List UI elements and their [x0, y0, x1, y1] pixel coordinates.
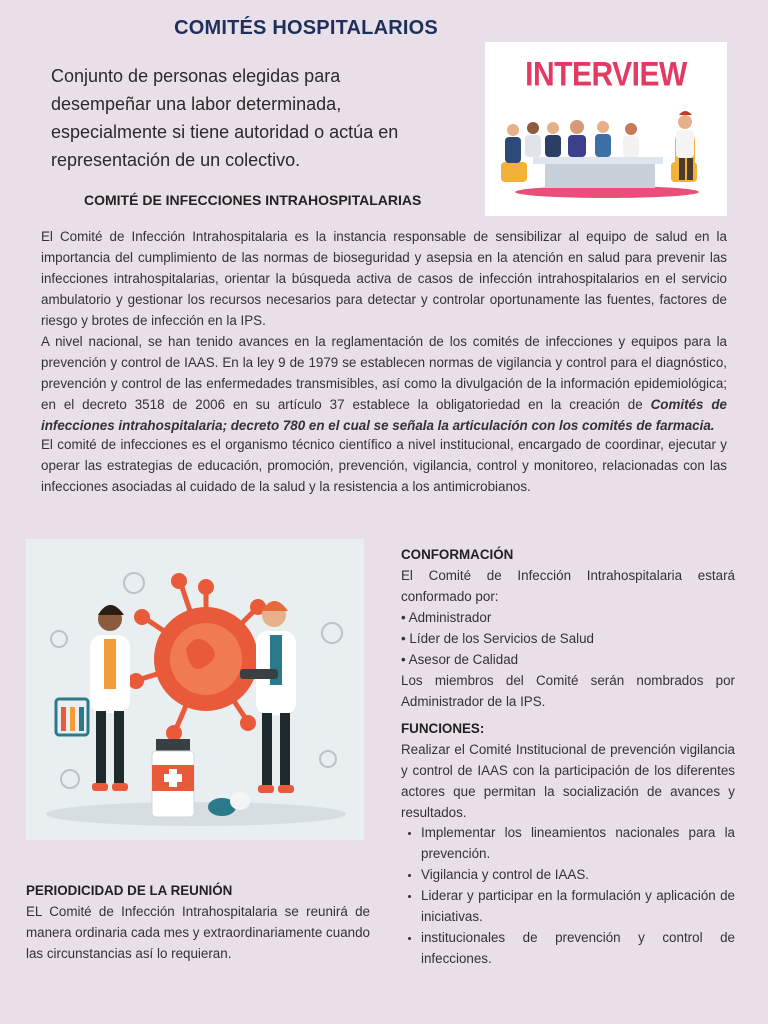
funciones-heading: FUNCIONES:	[401, 721, 485, 736]
paragraph-text: El Comité de Infección Intrahospitalaria es la instancia responsable de sensibilizar al equipo de salud en la importancia del cumplimiento de las normas de bioseguridad y asepsia en la atención en salud para prevenir las infecciones intrahospitalarias, orientar la búsqueda activa de casos de infección intrahospitalarios en el servicio ambulatorio y gestionar los recursos necesarios para detectar y controlar oportunamente las fuentes, factores de riesgo y brotes de infección en la IPS.	[41, 229, 727, 328]
conformacion-text: El Comité de Infección Intrahospitalaria estará conformado por:	[401, 568, 735, 604]
conformacion-note: Los miembros del Comité serán nombrados por Administrador de la IPS.	[401, 673, 735, 709]
interview-image	[485, 42, 727, 216]
body-paragraph-3: El comité de infecciones es el organismo técnico científico a nivel institucional, encargado de coordinar, ejecutar y operar las estrategias de educación, promoción, prevención, vigilancia, control y monitoreo, relacionadas con las infecciones asociadas al cuidado de la salud y la resistencia a los antimicrobianos.	[41, 437, 727, 494]
interview-panel-icon	[485, 42, 727, 216]
page-title: COMITÉS HOSPITALARIOS	[174, 17, 438, 39]
list-item: • institucionales de prevención y control de infecciones.	[421, 927, 735, 969]
lab-image	[26, 539, 364, 840]
periodicidad-text: EL Comité de Infección Intrahospitalaria se reunirá de manera ordinaria cada mes y extraordinariamente cuando las circunstancias así lo requieran.	[26, 904, 370, 961]
paragraph-text: A nivel nacional, se han tenido avances en la reglamentación de los comités de infecciones y equipos para la prevención y control de IAAS. En la ley 9 de 1979 se establecen normas de vigilancia y control para el diagnóstico, prevención y control de las enfermedades transmisibles, así como la divulgación de la información epidemiológica; en el decreto 3518 de 2006 en su artículo 37 establece la obligatoriedad en la creación de	[41, 334, 727, 412]
body-paragraph-1	[41, 226, 727, 436]
funciones-list	[405, 822, 735, 969]
interview-word: INTERVIEW	[525, 55, 687, 94]
list-item: • Vigilancia y control de IAAS.	[421, 864, 735, 885]
conformacion-heading: CONFORMACIÓN	[401, 547, 514, 562]
member-item: • Administrador	[401, 610, 492, 625]
section-heading: COMITÉ DE INFECCIONES INTRAHOSPITALARIAS	[84, 192, 422, 208]
list-item: • Liderar y participar en la formulación y aplicación de iniciativas.	[421, 885, 735, 927]
intro-text: Conjunto de personas elegidas para desempeñar una labor determinada, especialmente si tiene autoridad o actúa en representación de un colectivo.	[51, 66, 399, 170]
virus-scientists-icon	[26, 539, 364, 840]
list-item: • Implementar los lineamientos nacionales para la prevención.	[421, 822, 735, 864]
member-item: • Líder de los Servicios de Salud	[401, 631, 595, 646]
emphasis-text: Comités de infecciones intrahospitalaria; decreto 780 en el cual se señala la articulación con los comités de farmacia.	[41, 397, 727, 433]
periodicidad-heading: PERIODICIDAD DE LA REUNIÓN	[26, 883, 233, 898]
funciones-text: Realizar el Comité Institucional de prevención vigilancia y control de IAAS con la participación de los diferentes actores que permitan la socialización de avances y resultados.	[401, 742, 735, 820]
periodicidad-section	[26, 880, 370, 964]
conformacion-funciones-column	[401, 544, 735, 823]
member-item: • Asesor de Calidad	[401, 652, 519, 667]
paragraph-text	[41, 331, 727, 436]
